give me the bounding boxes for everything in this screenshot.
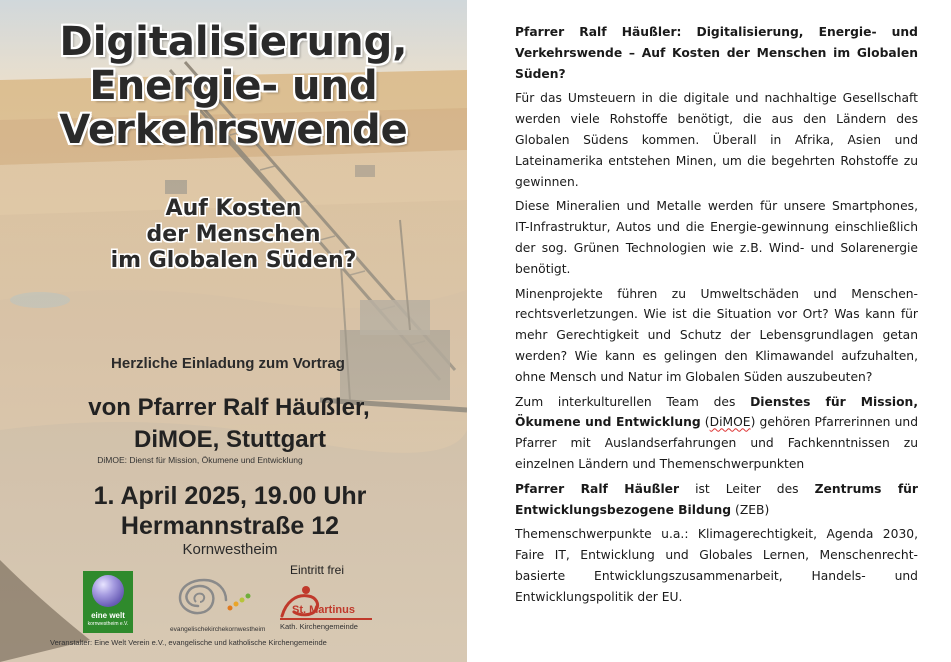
- eine-welt-logo-name: eine welt: [91, 611, 125, 620]
- st-martinus-rider-icon: [276, 582, 376, 622]
- zeb-name: Zentrums für Entwicklungsbezogene Bildung: [515, 481, 918, 517]
- speaker-name: von Pfarrer Ralf Häußler,: [88, 394, 370, 421]
- evangelische-kirche-logo-name: evangelischekirchekornwestheim: [170, 626, 266, 633]
- dimoe-footnote: DiMOE: Dienst für Mission, Ökumene und Entwicklung: [97, 455, 303, 465]
- organizers-line: Veranstalter: Eine Welt Verein e.V., evangelische und katholische Kirchengemeinde: [50, 638, 327, 647]
- poster-title-line: Digitalisierung,: [59, 19, 408, 65]
- speaker-organization: DiMOE, Stuttgart: [134, 426, 326, 453]
- team-service-name: Dienstes für Mission, Ökumene und Entwicklung: [515, 394, 918, 430]
- article-title: [515, 22, 918, 84]
- entry-free-label: Eintritt frei: [290, 563, 345, 577]
- article-title-text: Pfarrer Ralf Häußler: Digitalisierung, Energie- und Verkehrswende – Auf Kosten der Menschen im Globalen Süden?: [515, 25, 918, 81]
- poster-subtitle-line: der Menschen: [146, 222, 321, 247]
- st-martinus-logo-name: St. Martinus: [292, 604, 355, 616]
- article-paragraph-topics: Themenschwerpunkte u.a.: Klimagerechtigkeit, Agenda 2030, Faire IT, Entwicklung und Globales Lernen, Menschenrecht-basierte Entwicklungszusammenarbeit, Handels- und Entwicklungspolitik der EU.: [515, 527, 918, 604]
- poster-subtitle: [0, 196, 467, 274]
- poster-title-line: Energie- und: [89, 63, 378, 109]
- speaker-name-bold: Pfarrer Ralf Häußler: [515, 481, 680, 496]
- article-paragraph-speaker: [515, 479, 918, 521]
- eine-welt-logo-sub: kornwestheim e.V.: [87, 621, 129, 627]
- team-text-mid: (: [700, 415, 710, 430]
- event-date: 1. April 2025, 19.00 Uhr: [93, 482, 367, 510]
- event-city: Kornwestheim: [182, 541, 278, 558]
- speaker-text-post: (ZEB): [731, 502, 770, 517]
- eine-welt-logo: [83, 571, 133, 633]
- article-paragraph-team: [515, 392, 918, 475]
- invitation-text: Herzliche Einladung zum Vortrag: [111, 355, 345, 372]
- team-text-post: ) gehören Pfarrerinnen und Pfarrer mit Auslandserfahrungen und Fachkenntnissen zu einzelnen Ländern und Themenschwerpunkten: [515, 415, 919, 471]
- spiral-icon: [174, 576, 254, 624]
- poster-subtitle-line: im Globalen Süden?: [110, 248, 357, 273]
- article-text: [515, 22, 918, 612]
- article-paragraph: Minenprojekte führen zu Umweltschäden und Menschen-rechtsverletzungen. Wie ist die Situation vor Ort? Was kann für mehr Gerechtigkeit und Schutz der Lebensgrundlagen getan werden? Wie kann es gelingen den Klimawandel aufzuhalten, ohne Mensch und Natur im Globalen Süden auszubeuten?: [515, 286, 918, 384]
- article-paragraph: Diese Mineralien und Metalle werden für unsere Smartphones, IT-Infrastruktur, Autos und die Energie-gewinnung einschließlich der sog. Grünen Technologien wie z.B. Wind- und Solarenergie benötigt.: [515, 199, 918, 276]
- dimoe-abbreviation: DiMOE: [709, 415, 751, 430]
- poster-subtitle-line: Auf Kosten: [165, 196, 302, 221]
- st-martinus-logo: [276, 582, 376, 634]
- article-paragraph: Für das Umsteuern in die digitale und nachhaltige Gesellschaft werden viele Rohstoffe benötigt, die aus den Ländern des Globalen Südens kommen. Überall in Afrika, Asien und Lateinamerika entstehen Minen, um die begehrten Rohstoffe zu gewinnen.: [515, 91, 918, 189]
- globe-icon: [92, 575, 124, 607]
- evangelische-kirche-logo: [170, 576, 272, 636]
- team-text-pre: Zum interkulturellen Team des: [515, 394, 751, 409]
- event-address: Hermannstraße 12: [120, 512, 340, 540]
- poster-title-line: Verkehrswende: [59, 107, 408, 153]
- event-poster: [0, 0, 467, 662]
- poster-title: [0, 20, 467, 152]
- st-martinus-logo-sub: Kath. Kirchengemeinde: [280, 622, 358, 631]
- speaker-text-mid: ist Leiter des: [679, 481, 815, 496]
